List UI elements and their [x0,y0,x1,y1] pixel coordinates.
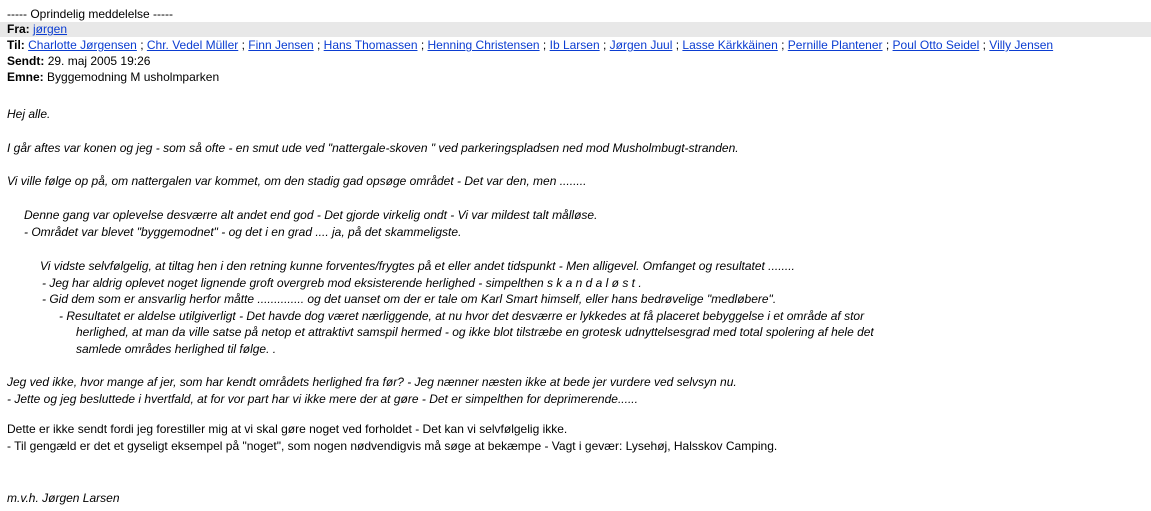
sent-label: Sendt: [7,54,45,68]
recipient-link[interactable]: Pernille Plantener [787,38,883,52]
recipient-link[interactable]: Jørgen Juul [609,38,673,52]
recipient-link[interactable]: Lasse Kärkkäinen [682,38,778,52]
paragraph-4-line-5: herlighed, at man da ville satse på netop et attraktivt samspil hermed - og ikke blot tilstræbe en grotesk udnyttelsesgrad med total spolering af hele det [76,325,874,339]
recipient-link[interactable]: Ib Larsen [549,38,600,52]
paragraph-3-line-2: - Området var blevet "byggemodnet" - og det i en grad .... ja, på det skammeligste. [24,225,462,239]
to-row: Til: Charlotte Jørgensen ; Chr. Vedel Müller ; Finn Jensen ; Hans Thomassen ; Henning Christensen ; Ib Larsen ; Jørgen Juul ; Lasse Kärkkäinen ; Pernille Plantener ; Poul Otto Seidel ; Villy Jensen [7,38,1054,52]
recipient-link[interactable]: Villy Jensen [989,38,1054,52]
from-sender-link[interactable]: jørgen [33,22,68,36]
paragraph-4-line-2: - Jeg har aldrig oplevet noget lignende groft overgreb mod eksisterende herlighed - simpelthen s k a n d a l ø s t . [42,276,642,290]
paragraph-4-line-1: Vi vidste selvfølgelig, at tiltag hen i den retning kunne forventes/frygtes på et eller andet tidspunkt - Men alligevel. Omfanget og resultatet ........ [40,259,795,273]
subject-row [7,70,219,85]
paragraph-4-line-6: samlede områdes herlighed til følge. . [76,342,277,356]
recipient-link[interactable]: Finn Jensen [248,38,314,52]
sent-value: 29. maj 2005 19:26 [47,54,151,68]
subject-value: Byggemodning M usholmparken [47,70,220,84]
original-message-separator: ----- Oprindelig meddelelse ----- [7,7,174,21]
recipient-link[interactable]: Poul Otto Seidel [892,38,980,52]
signature: m.v.h. Jørgen Larsen [7,491,120,505]
sent-row [7,54,150,69]
paragraph-2: Vi ville følge op på, om nattergalen var kommet, om den stadig gad opsøge området - Det var den, men ........ [7,174,587,188]
recipient-link[interactable]: Henning Christensen [427,38,540,52]
paragraph-5-line-2: - Jette og jeg besluttede i hvertfald, at for vor part har vi ikke mere der at gøre - Det er simpelthen for deprimerende...... [7,392,638,406]
paragraph-4-line-3: - Gid dem som er ansvarlig herfor måtte .............. og det uanset om der er tale om Karl Smart himself, eller hans bedrøvelige "medløbere". [42,292,777,306]
paragraph-6-line-2: - Til gengæld er det et gyseligt eksempel på "noget", som nogen nødvendigvis må søge at bekæmpe - Vagt i gevær: Lysehøj, Halsskov Camping. [7,439,778,453]
from-row [7,22,67,37]
recipient-link[interactable]: Hans Thomassen [323,38,418,52]
paragraph-5-line-1: Jeg ved ikke, hvor mange af jer, som har kendt områdets herlighed fra før? - Jeg nænner næsten ikke at bede jer vurdere ved selvsyn nu. [7,375,737,389]
to-label: Til: [7,38,25,52]
subject-label: Emne: [7,70,44,84]
recipient-link[interactable]: Charlotte Jørgensen [28,38,137,52]
paragraph-1: I går aftes var konen og jeg - som så ofte - en smut ude ved "nattergale-skoven " ved parkeringspladsen ned mod Musholmbugt-stranden. [7,141,739,155]
from-row-highlight [0,22,1151,37]
from-label: Fra: [7,22,30,36]
paragraph-3-line-1: Denne gang var oplevelse desværre alt andet end god - Det gjorde virkelig ondt - Vi var mildest talt målløse. [24,208,598,222]
paragraph-4-line-4: - Resultatet er aldelse utilgiverligt - Det havde dog været nærliggende, at nu hvor det desværre er lykkedes at få placeret bebyggelse i et område af stor [59,309,865,323]
recipient-link[interactable]: Chr. Vedel Müller [146,38,239,52]
greeting: Hej alle. [7,107,51,121]
paragraph-6-line-1: Dette er ikke sendt fordi jeg forestiller mig at vi skal gøre noget ved forholdet - Det kan vi selvfølgelig ikke. [7,422,568,436]
